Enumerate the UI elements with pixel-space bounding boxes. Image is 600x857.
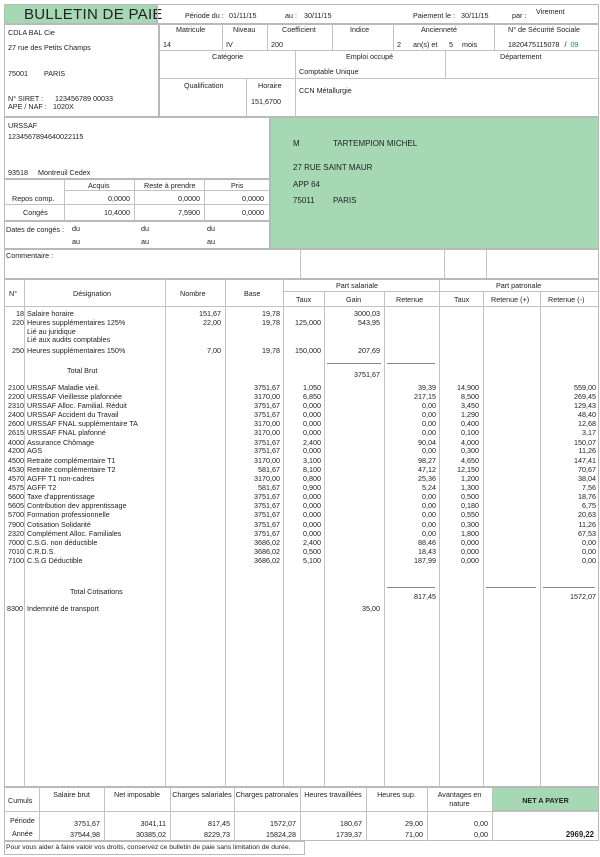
commentaire-label: Commentaire : (6, 251, 54, 260)
conges-row-label: Repos comp. (12, 194, 55, 203)
employer-address: 27 rue des Petits Champs (8, 43, 91, 52)
cell-taux_p: 3,450 (461, 401, 479, 410)
cell-des: Taxe d'apprentissage (27, 492, 95, 501)
cell-des: C.R.D.S. (27, 547, 56, 556)
cell-base: 3170,00 (254, 419, 280, 428)
col-designation-header: Désignation (73, 289, 111, 298)
date-du: du (72, 224, 80, 233)
cell-des: Lié aux audits comptables (27, 335, 111, 344)
par-label: par : (512, 11, 527, 20)
cell-rminus: 20,63 (578, 510, 596, 519)
urssaf-postal: 93518 (8, 168, 28, 177)
cell-num: 7000 (8, 538, 24, 547)
cell-gain: 207,69 (358, 346, 380, 355)
cell-rminus: 0,00 (582, 547, 596, 556)
horaire-label: Horaire (258, 81, 282, 90)
urssaf-city: Montreuil Cedex (38, 168, 91, 177)
cell-taux: 0,900 (303, 483, 321, 492)
paiement-label: Paiement le : (413, 11, 455, 20)
cell-retenue: 39,39 (418, 383, 436, 392)
cell-num: 2600 (8, 419, 24, 428)
cell-base: 3751,67 (254, 510, 280, 519)
emploi-label: Emploi occupé (346, 52, 394, 61)
cell-retenue: 25,36 (418, 474, 436, 483)
cell-des: Salaire horaire (27, 309, 74, 318)
conges-row-pris: 0,0000 (242, 208, 264, 217)
cell-des: C.S.G Déductible (27, 556, 83, 565)
cumul-header-salaire-brut: Salaire brut (53, 790, 90, 799)
cell-num: 4575 (8, 483, 24, 492)
conges-row-reste: 7,5900 (178, 208, 200, 217)
cell-base: 3751,67 (254, 383, 280, 392)
cell-retenue: 98,27 (418, 456, 436, 465)
cell-des: AGS (27, 446, 43, 455)
cell-num: 5700 (8, 510, 24, 519)
matricule-value: 14 (163, 40, 171, 49)
departement-label: Département (500, 52, 542, 61)
cell-taux_p: 0,550 (461, 510, 479, 519)
conges-row-acquis: 0,0000 (108, 194, 130, 203)
cell-base: 3170,00 (254, 428, 280, 437)
cell-des: Heures supplémentaires 125% (27, 318, 126, 327)
horaire-value: 151,6700 (251, 97, 281, 106)
date-du: du (141, 224, 149, 233)
cell-taux: 3,100 (303, 456, 321, 465)
cell-taux_p: 0,500 (461, 492, 479, 501)
cell-taux: 150,000 (295, 346, 321, 355)
cell-base: 581,67 (258, 465, 280, 474)
annee-label: Année (12, 829, 33, 838)
cell-taux: 0,000 (303, 428, 321, 437)
periode-label: Période du : (185, 11, 224, 20)
par-value: Virement (536, 7, 565, 16)
anciennete-mois-label: mois (462, 40, 478, 49)
cumul-header-heures-sup: Heures sup. (377, 790, 416, 799)
niveau-value: IV (226, 40, 233, 49)
periode-du: 01/11/15 (229, 11, 257, 20)
date-du: du (207, 224, 215, 233)
secu-value (508, 40, 578, 49)
urssaf-label: URSSAF (8, 121, 38, 130)
cell-rminus: 269,45 (574, 392, 596, 401)
cell-num: 2615 (8, 428, 24, 437)
col-base-header: Base (244, 289, 261, 298)
cell-taux_p: 1,300 (461, 483, 479, 492)
indice-label: Indice (350, 25, 370, 34)
cell-base: 3751,67 (254, 401, 280, 410)
total-cotisations-patronales: 1572,07 (570, 592, 596, 601)
cell-base: 3686,02 (254, 547, 280, 556)
cumuls-label: Cumuls (8, 796, 33, 805)
secu-label: N° de Sécurité Sociale (508, 25, 580, 34)
cell-retenue: 0,00 (422, 501, 436, 510)
transport-gain: 35,00 (362, 604, 380, 613)
cell-taux: 0,000 (303, 529, 321, 538)
periode-charges-salariales: 817,45 (208, 819, 230, 828)
cell-retenue: 0,00 (422, 401, 436, 410)
net-a-payer-label: NET A PAYER (522, 796, 569, 805)
cell-taux_p: 0,000 (461, 556, 479, 565)
cell-rminus: 6,75 (582, 501, 596, 510)
cell-base: 3751,67 (254, 520, 280, 529)
cumul-header-avantages: Avantages en nature (437, 790, 482, 808)
cell-taux_p: 1,800 (461, 529, 479, 538)
cell-retenue: 0,00 (422, 410, 436, 419)
date-au: au (207, 237, 215, 246)
cell-base: 3751,67 (254, 501, 280, 510)
cell-des: Contribution dev apprentissage (27, 501, 127, 510)
cell-taux_p: 14,900 (457, 383, 479, 392)
periode-net-imposable: 3041,11 (140, 819, 166, 828)
qualification-label: Qualification (184, 81, 224, 90)
cell-des: Cotisation Solidarité (27, 520, 91, 529)
cell-des: Retraite complémentaire T2 (27, 465, 116, 474)
conges-row-label: Congés (23, 208, 48, 217)
col-taux-p-header: Taux (454, 295, 470, 304)
periode-heures-travaillees: 180,67 (340, 819, 362, 828)
cell-taux_p: 0,000 (461, 538, 479, 547)
annee-charges-salariales: 8229,73 (204, 830, 230, 839)
cell-base: 3751,67 (254, 410, 280, 419)
cell-taux: 0,000 (303, 446, 321, 455)
cell-nombre: 22,00 (203, 318, 221, 327)
cell-gain: 543,95 (358, 318, 380, 327)
secu-number: 1820475115078 (508, 40, 560, 49)
cell-base: 3751,67 (254, 492, 280, 501)
cell-num: 7900 (8, 520, 24, 529)
cell-base: 19,78 (262, 309, 280, 318)
cell-rminus: 0,00 (582, 556, 596, 565)
conges-col-pris: Pris (231, 181, 244, 190)
conges-row-acquis: 10,4000 (104, 208, 130, 217)
cumul-header-charges-patronales: Charges patronales (235, 790, 299, 799)
recipient-city: PARIS (333, 196, 357, 205)
cell-num: 2400 (8, 410, 24, 419)
cell-rminus: 7,56 (582, 483, 596, 492)
cell-des: C.S.G. non déductible (27, 538, 98, 547)
emploi-value: Comptable Unique (299, 67, 359, 76)
periode-charges-patronales: 1572,07 (270, 819, 296, 828)
cell-des: Assurance Chômage (27, 438, 95, 447)
cell-base: 19,78 (262, 346, 280, 355)
cell-taux: 1,050 (303, 383, 321, 392)
cell-taux: 0,500 (303, 547, 321, 556)
cell-rminus: 18,76 (578, 492, 596, 501)
ape-label: APE / NAF : (8, 102, 47, 111)
cell-retenue: 0,00 (422, 446, 436, 455)
cell-num: 4570 (8, 474, 24, 483)
cell-taux_p: 4,650 (461, 456, 479, 465)
cell-rminus: 12,68 (578, 419, 596, 428)
cell-num: 2320 (8, 529, 24, 538)
cell-rminus: 0,00 (582, 538, 596, 547)
cell-taux: 125,000 (295, 318, 321, 327)
cumul-header-charges-salariales: Charges salariales (172, 790, 232, 799)
cell-num: 2100 (8, 383, 24, 392)
page-title: BULLETIN DE PAIE (24, 6, 163, 23)
niveau-label: Niveau (233, 25, 256, 34)
cell-retenue: 0,00 (422, 510, 436, 519)
cell-taux_p: 0,300 (461, 446, 479, 455)
periode-au-label: au : (285, 11, 297, 20)
coefficient-value: 200 (271, 40, 283, 49)
cell-num: 4500 (8, 456, 24, 465)
anciennete-mois: 5 (449, 40, 453, 49)
recipient-civilite: M (293, 139, 300, 148)
annee-charges-patronales: 15824,28 (266, 830, 296, 839)
annee-avantages: 0,00 (474, 830, 488, 839)
recipient-line2: APP 64 (293, 180, 320, 189)
cell-base: 3170,00 (254, 474, 280, 483)
cell-rminus: 11,26 (578, 446, 596, 455)
cell-rminus: 3,17 (582, 428, 596, 437)
cell-taux_p: 1,290 (461, 410, 479, 419)
cell-des: Retraite complémentaire T1 (27, 456, 116, 465)
employer-name: CDLA BAL Cie (8, 28, 55, 37)
cell-base: 3170,00 (254, 392, 280, 401)
cumul-header-net-imposable: Net imposable (114, 790, 160, 799)
date-au: au (141, 237, 149, 246)
convention-value: CCN Métallurgie (299, 86, 352, 95)
cell-retenue: 0,00 (422, 428, 436, 437)
urssaf-number: 1234567894640022115 (8, 132, 84, 141)
periode-heures-sup: 29,00 (405, 819, 423, 828)
periode-avantages: 0,00 (474, 819, 488, 828)
dates-conges-label: Dates de congés : (6, 225, 64, 234)
net-a-payer-value: 2969,22 (565, 830, 594, 839)
cell-base: 581,67 (258, 483, 280, 492)
cell-taux: 0,000 (303, 501, 321, 510)
annee-heures-travaillees: 1739,37 (336, 830, 362, 839)
anciennete-label: Ancienneté (421, 25, 457, 34)
cell-taux_p: 12,150 (457, 465, 479, 474)
annee-net-imposable: 30385,02 (136, 830, 166, 839)
annee-heures-sup: 71,00 (405, 830, 423, 839)
cell-base: 3686,02 (254, 556, 280, 565)
cell-base: 3751,67 (254, 529, 280, 538)
matricule-label: Matricule (176, 25, 206, 34)
col-retenue-minus-header: Retenue (-) (548, 295, 585, 304)
cell-gain: 3000,03 (354, 309, 380, 318)
cell-taux: 0,000 (303, 510, 321, 519)
part-patronale-header: Part patronale (496, 281, 542, 290)
cell-des: URSSAF FNAL plafonné (27, 428, 106, 437)
cell-num: 4530 (8, 465, 24, 474)
date-au: au (72, 237, 80, 246)
cell-num: 220 (12, 318, 24, 327)
cell-taux: 6,850 (303, 392, 321, 401)
cell-num: 2200 (8, 392, 24, 401)
col-num-header: N° (9, 289, 18, 298)
cell-retenue: 47,12 (418, 465, 436, 474)
cell-taux: 0,000 (303, 410, 321, 419)
cell-retenue: 88,46 (418, 538, 436, 547)
cell-des: URSSAF Alloc. Familial. Réduit (27, 401, 127, 410)
col-retenue-header: Retenue (396, 295, 424, 304)
cell-num: 7010 (8, 547, 24, 556)
col-taux-header: Taux (296, 295, 312, 304)
cell-rminus: 129,43 (574, 401, 596, 410)
secu-key: 09 (570, 40, 579, 49)
cell-taux: 0,000 (303, 419, 321, 428)
secu-separator: / (564, 40, 567, 49)
annee-salaire-brut: 37544,98 (70, 830, 100, 839)
cell-num: 250 (12, 346, 24, 355)
cell-taux_p: 0,400 (461, 419, 479, 428)
cell-rminus: 67,53 (578, 529, 596, 538)
cell-taux_p: 0,100 (461, 428, 479, 437)
col-retenue-plus-header: Retenue (+) (491, 295, 530, 304)
cell-retenue: 18,43 (418, 547, 436, 556)
cell-des: Lié au juridique (27, 327, 76, 336)
cell-num: 4000 (8, 438, 24, 447)
cell-des: URSSAF Maladie vieil. (27, 383, 100, 392)
periode-label: Période (10, 816, 35, 825)
cell-des: URSSAF FNAL supplémentaire TA (27, 419, 138, 428)
cell-des: URSSAF Accident du Travail (27, 410, 119, 419)
siret-label: N° SIRET : (8, 94, 44, 103)
cell-rminus: 70,67 (578, 465, 596, 474)
cell-nombre: 151,67 (199, 309, 221, 318)
cell-des: URSSAF Vieillesse plafonnée (27, 392, 122, 401)
cell-taux_p: 4,000 (461, 438, 479, 447)
cell-des: AGFF T1 non-cadres (27, 474, 95, 483)
conges-col-acquis: Acquis (88, 181, 110, 190)
cell-taux_p: 0,300 (461, 520, 479, 529)
total-brut-label: Total Brut (67, 366, 98, 375)
transport-num: 8300 (7, 604, 23, 613)
cell-rminus: 147,41 (574, 456, 596, 465)
cell-taux: 8,100 (303, 465, 321, 474)
cell-des: AGFF T2 (27, 483, 57, 492)
conges-col-reste: Reste à prendre (144, 181, 196, 190)
cell-taux: 0,800 (303, 474, 321, 483)
cell-retenue: 187,99 (414, 556, 436, 565)
ape-value: 1020X (53, 102, 74, 111)
cell-retenue: 5,24 (422, 483, 436, 492)
total-cotisations-salariales: 817,45 (414, 592, 436, 601)
cell-nombre: 7,00 (207, 346, 221, 355)
cell-retenue: 0,00 (422, 529, 436, 538)
periode-au: 30/11/15 (304, 11, 332, 20)
recipient-name: TARTEMPION MICHEL (333, 139, 418, 148)
employer-city: PARIS (44, 69, 66, 78)
anciennete-ans: 2 (397, 40, 401, 49)
cell-rminus: 150,07 (574, 438, 596, 447)
categorie-label: Catégorie (212, 52, 244, 61)
cell-base: 3751,67 (254, 438, 280, 447)
coefficient-label: Coefficient (282, 25, 316, 34)
cell-taux_p: 0,000 (461, 547, 479, 556)
recipient-line1: 27 RUE SAINT MAUR (293, 163, 373, 172)
cell-taux_p: 8,500 (461, 392, 479, 401)
siret-value: 123456789 00033 (55, 94, 113, 103)
recipient-postal: 75011 (293, 196, 315, 205)
total-brut-value: 3751,67 (354, 370, 380, 379)
cell-retenue: 0,00 (422, 520, 436, 529)
cell-des: Complément Alloc. Familiales (27, 529, 122, 538)
footer-note: Pour vous aider à faire valoir vos droits, conservez ce bulletin de paie sans limitation de durée. (6, 844, 291, 851)
periode-salaire-brut: 3751,67 (74, 819, 100, 828)
cell-num: 4200 (8, 446, 24, 455)
conges-row-reste: 0,0000 (178, 194, 200, 203)
cell-retenue: 217,15 (414, 392, 436, 401)
cell-taux_p: 1,200 (461, 474, 479, 483)
cell-des: Formation professionnelle (27, 510, 110, 519)
cell-rminus: 38,04 (578, 474, 596, 483)
conges-row-pris: 0,0000 (242, 194, 264, 203)
cell-base: 3686,02 (254, 538, 280, 547)
paiement-date: 30/11/15 (461, 11, 489, 20)
part-salariale-header: Part salariale (336, 281, 378, 290)
cell-retenue: 0,00 (422, 492, 436, 501)
cell-des: Heures supplémentaires 150% (27, 346, 126, 355)
cell-taux: 0,000 (303, 401, 321, 410)
cell-num: 18 (16, 309, 24, 318)
cell-taux: 2,400 (303, 538, 321, 547)
employer-postal: 75001 (8, 69, 28, 78)
cell-rminus: 48,40 (578, 410, 596, 419)
cell-taux: 0,000 (303, 520, 321, 529)
cell-rminus: 11,26 (578, 520, 596, 529)
total-cotisations-label: Total Cotisations (70, 587, 123, 596)
cell-taux_p: 0,180 (461, 501, 479, 510)
cell-retenue: 0,00 (422, 419, 436, 428)
cell-taux: 0,000 (303, 492, 321, 501)
cell-retenue: 90,04 (418, 438, 436, 447)
employee-info-grid (159, 24, 599, 117)
cell-base: 3170,00 (254, 456, 280, 465)
cumul-header-heures-travaillees: Heures travaillées (304, 790, 362, 799)
commentaire-block (4, 249, 599, 279)
cell-taux: 5,100 (303, 556, 321, 565)
cell-base: 19,78 (262, 318, 280, 327)
cell-num: 7100 (8, 556, 24, 565)
cell-taux: 2,400 (303, 438, 321, 447)
cell-num: 5605 (8, 501, 24, 510)
transport-label: Indemnité de transport (27, 604, 99, 613)
cell-rminus: 559,00 (574, 383, 596, 392)
cell-base: 3751,67 (254, 446, 280, 455)
anciennete-ans-label: an(s) et (413, 40, 438, 49)
cell-num: 2310 (8, 401, 24, 410)
col-gain-header: Gain (346, 295, 362, 304)
col-nombre-header: Nombre (180, 289, 206, 298)
cell-num: 5600 (8, 492, 24, 501)
